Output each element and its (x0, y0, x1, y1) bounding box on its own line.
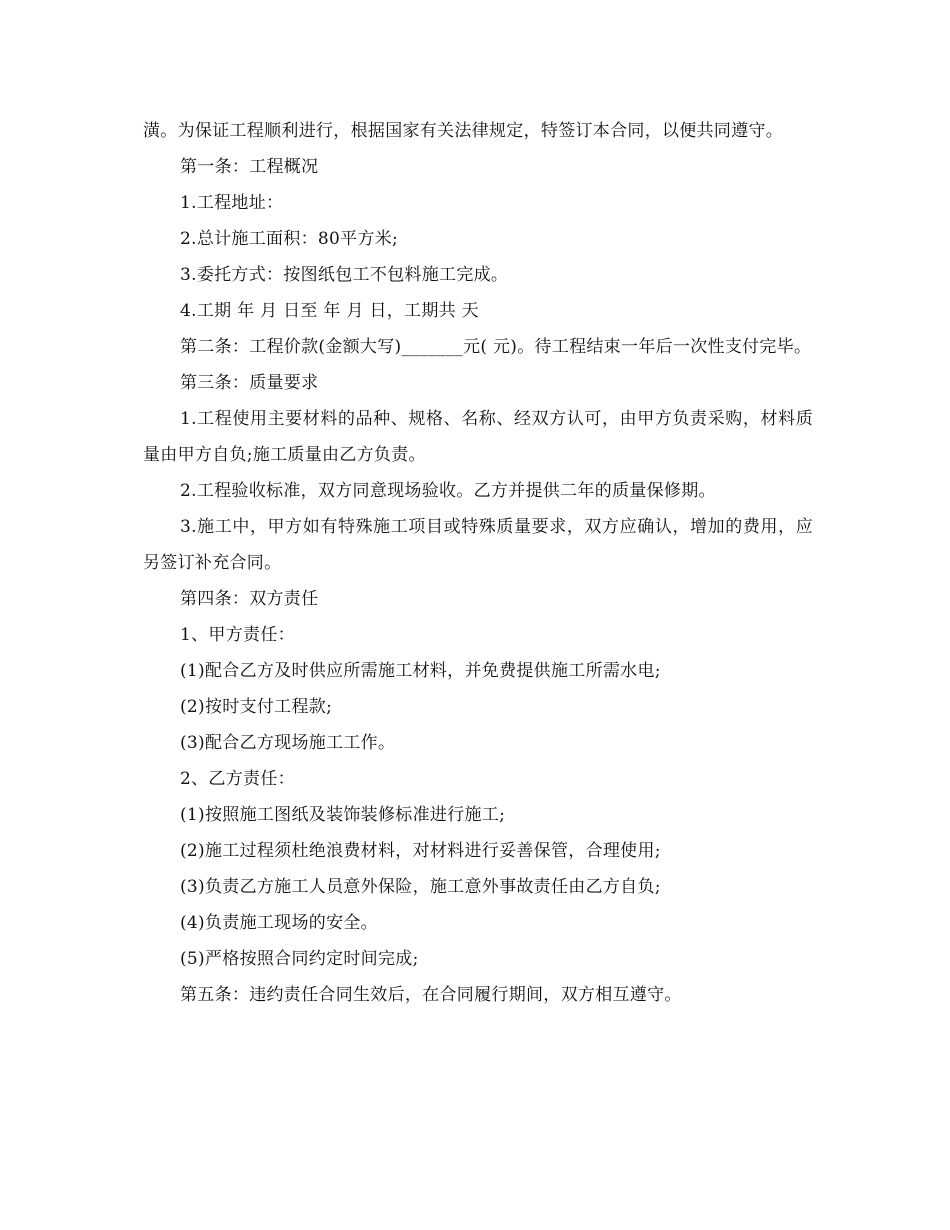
paragraph: 2.工程验收标准，双方同意现场验收。乙方并提供二年的质量保修期。 (180, 481, 716, 501)
paragraph: 3.委托方式：按图纸包工不包料施工完成。 (180, 265, 509, 285)
paragraph: (1)按照施工图纸及装饰装修标准进行施工; (180, 805, 506, 825)
document-body (143, 113, 813, 1013)
section-heading-1: 第一条：工程概况 (180, 157, 319, 177)
paragraph: 1、甲方责任： (180, 625, 295, 645)
paragraph: 潢。为保证工程顺利进行，根据国家有关法律规定，特签订本合同，以便共同遵守。 (143, 121, 784, 141)
paragraph: (2)按时支付工程款; (180, 697, 333, 717)
section-heading-3: 第三条：质量要求 (180, 373, 319, 393)
paragraph: (3)负责乙方施工人员意外保险，施工意外事故责任由乙方自负; (180, 877, 661, 897)
paragraph: 2.总计施工面积：80平方米; (180, 229, 399, 249)
paragraph: 1.工程使用主要材料的品种、规格、名称、经双方认可，由甲方负责采购，材料质量由甲方自负;施工质量由乙方负责。 (143, 409, 813, 465)
paragraph: (5)严格按照合同约定时间完成; (180, 949, 419, 969)
paragraph: (2)施工过程须杜绝浪费材料，对材料进行妥善保管，合理使用; (180, 841, 661, 861)
section-heading-2: 第二条：工程价款(金额大写)_______元( 元)。待工程结束一年后一次性支付完毕。 (180, 337, 812, 357)
paragraph: (1)配合乙方及时供应所需施工材料，并免费提供施工所需水电; (180, 661, 661, 681)
paragraph: 4.工期 年 月 日至 年 月 日，工期共 天 (180, 301, 479, 321)
paragraph: 3.施工中，甲方如有特殊施工项目或特殊质量要求，双方应确认，增加的费用，应另签订补充合同。 (143, 517, 813, 573)
section-heading-4: 第四条：双方责任 (180, 589, 319, 609)
paragraph: 1.工程地址： (180, 193, 284, 213)
section-heading-5: 第五条：违约责任合同生效后，在合同履行期间，双方相互遵守。 (180, 985, 682, 1005)
paragraph: (3)配合乙方现场施工工作。 (180, 733, 396, 753)
paragraph: (4)负责施工现场的安全。 (180, 913, 378, 933)
paragraph: 2、乙方责任： (180, 769, 295, 789)
